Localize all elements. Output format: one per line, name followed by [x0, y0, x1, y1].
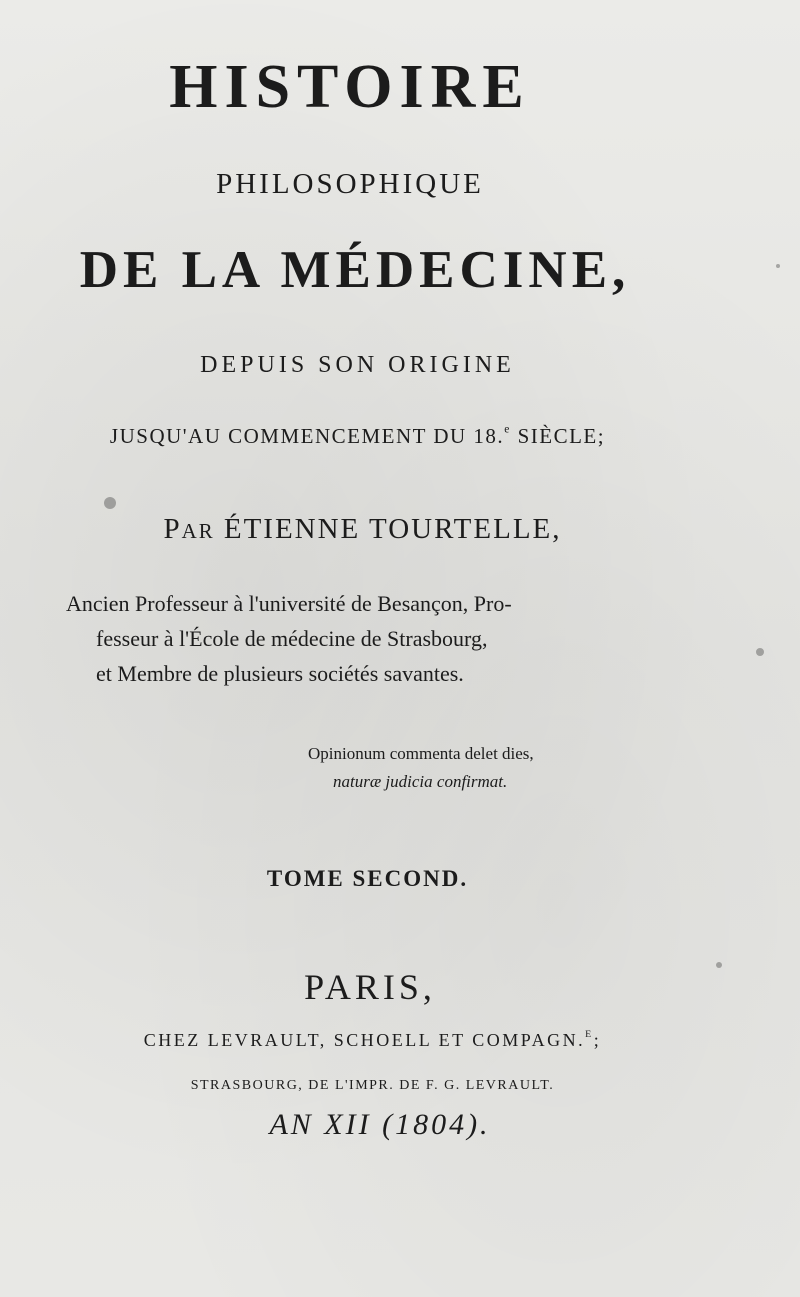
paper-speck	[776, 264, 780, 268]
imprint-publisher	[0, 1030, 745, 1051]
volume-label: TOME SECOND.	[266, 866, 469, 891]
subtitle-siecle-sup: e	[504, 423, 511, 436]
epigraph-line: naturæ judicia confirmat.	[333, 772, 508, 791]
subtitle-siecle-pre: JUSQU'AU COMMENCEMENT DU 18.	[109, 424, 505, 448]
subtitle-line-origine: DEPUIS SON ORIGINE	[200, 352, 515, 378]
imprint-city: PARIS,	[304, 967, 436, 1007]
paper-speck	[756, 648, 764, 656]
author-by-p: P	[163, 513, 182, 545]
subtitle-siecle-post: SIÈCLE;	[510, 424, 606, 448]
title-line-medecine: DE LA MÉDECINE,	[79, 241, 631, 299]
epigraph-line: Opinionum commenta delet dies,	[308, 744, 534, 763]
paper-speck	[104, 497, 116, 509]
author-name: ÉTIENNE TOURTELLE,	[214, 513, 562, 545]
author-description-line: et Membre de plusieurs sociétés savantes.	[96, 661, 464, 686]
author-by-ar: AR	[181, 519, 215, 543]
author-description-line: fesseur à l'École de médecine de Strasbourg,	[96, 626, 488, 651]
title-line-histoire: HISTOIRE	[169, 53, 531, 121]
imprint-date: AN XII (1804).	[269, 1108, 491, 1141]
title-line-philosophique: PHILOSOPHIQUE	[216, 168, 484, 200]
author-description-line: Ancien Professeur à l'université de Besançon, Pro-	[66, 591, 512, 616]
author-line	[0, 513, 725, 546]
imprint-publisher-post: ;	[593, 1030, 602, 1050]
imprint-printer: STRASBOURG, DE L'IMPR. DE F. G. LEVRAULT.	[190, 1078, 555, 1093]
imprint-publisher-sup: E	[585, 1029, 594, 1041]
imprint-publisher-pre: CHEZ LEVRAULT, SCHOELL ET COMPAGN.	[143, 1030, 586, 1050]
subtitle-line-siecle	[0, 424, 715, 449]
